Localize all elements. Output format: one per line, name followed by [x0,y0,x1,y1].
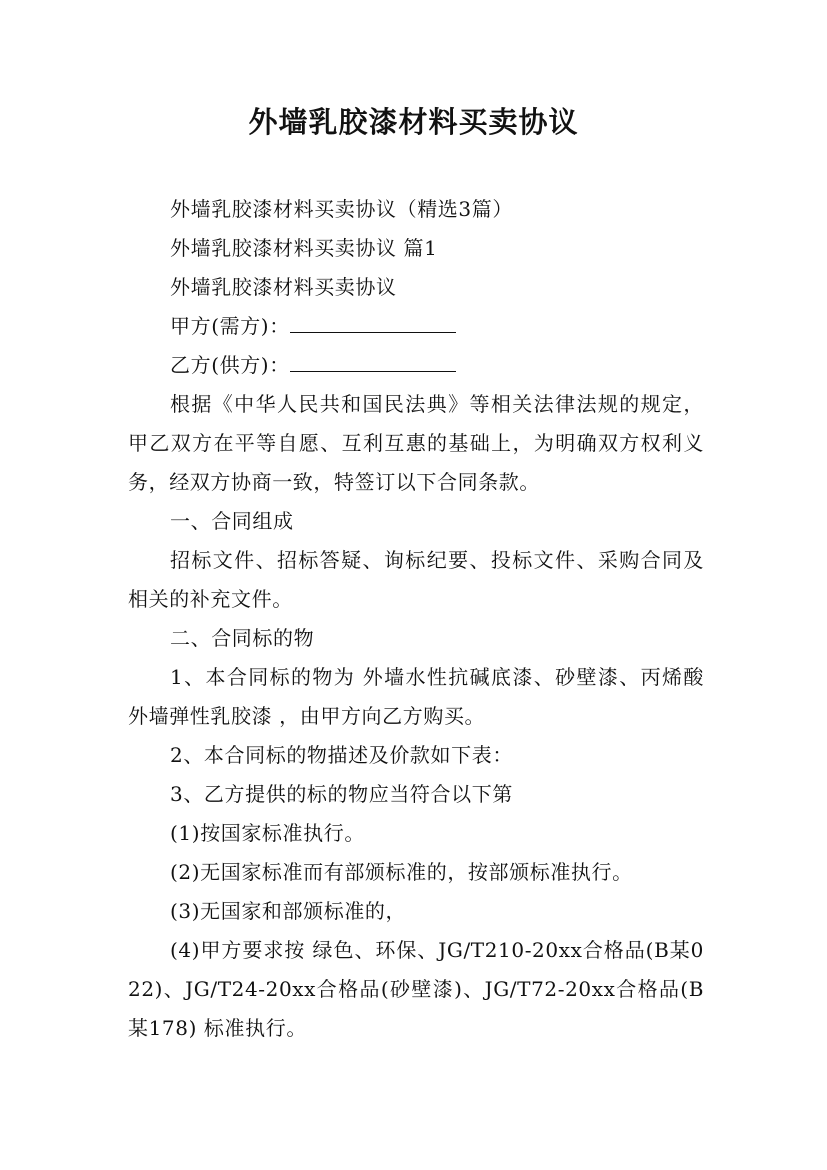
party-b-blank [290,349,456,372]
paragraph-agreement-name: 外墙乳胶漆材料买卖协议 [170,275,397,299]
party-a-line [128,307,704,346]
sub-item-1: (1)按国家标准执行。 [170,821,365,845]
document-body [128,190,704,1048]
party-b-label: 乙方(供方)： [170,353,290,377]
sub-item-4: (4)甲方要求按 绿色、环保、JG/T210-20xx合格品(B某022)、JG/T24-20xx合格品(砂壁漆)、JG/T72-20xx合格品(B某178) 标准执行。 [128,938,704,1040]
paragraph-article-heading: 外墙乳胶漆材料买卖协议 篇1 [170,236,438,260]
party-a-blank [290,310,456,333]
document-title: 外墙乳胶漆材料买卖协议 [248,105,579,139]
section-1-text: 招标文件、招标答疑、询标纪要、投标文件、采购合同及相关的补充文件。 [128,548,704,611]
sub-item-2: (2)无国家标准而有部颁标准的，按部颁标准执行。 [170,860,633,884]
section-1-heading: 一、合同组成 [170,509,294,533]
party-a-label: 甲方(需方)： [170,314,290,338]
section-2-heading: 二、合同标的物 [170,626,315,650]
paragraph-intro: 根据《中华人民共和国民法典》等相关法律法规的规定，甲乙双方在平等自愿、互利互惠的基础上，为明确双方权利义务，经双方协商一致，特签订以下合同条款。 [128,392,704,494]
item-3: 3、乙方提供的标的物应当符合以下第 [170,782,513,806]
sub-item-3: (3)无国家和部颁标准的， [170,899,407,923]
item-2: 2、本合同标的物描述及价款如下表： [170,743,513,767]
item-1: 1、本合同标的物为 外墙水性抗碱底漆、砂壁漆、丙烯酸外墙弹性乳胶漆 ，由甲方向乙方购买。 [128,665,704,728]
paragraph-subtitle: 外墙乳胶漆材料买卖协议（精选3篇） [170,197,513,221]
party-b-line [128,346,704,385]
